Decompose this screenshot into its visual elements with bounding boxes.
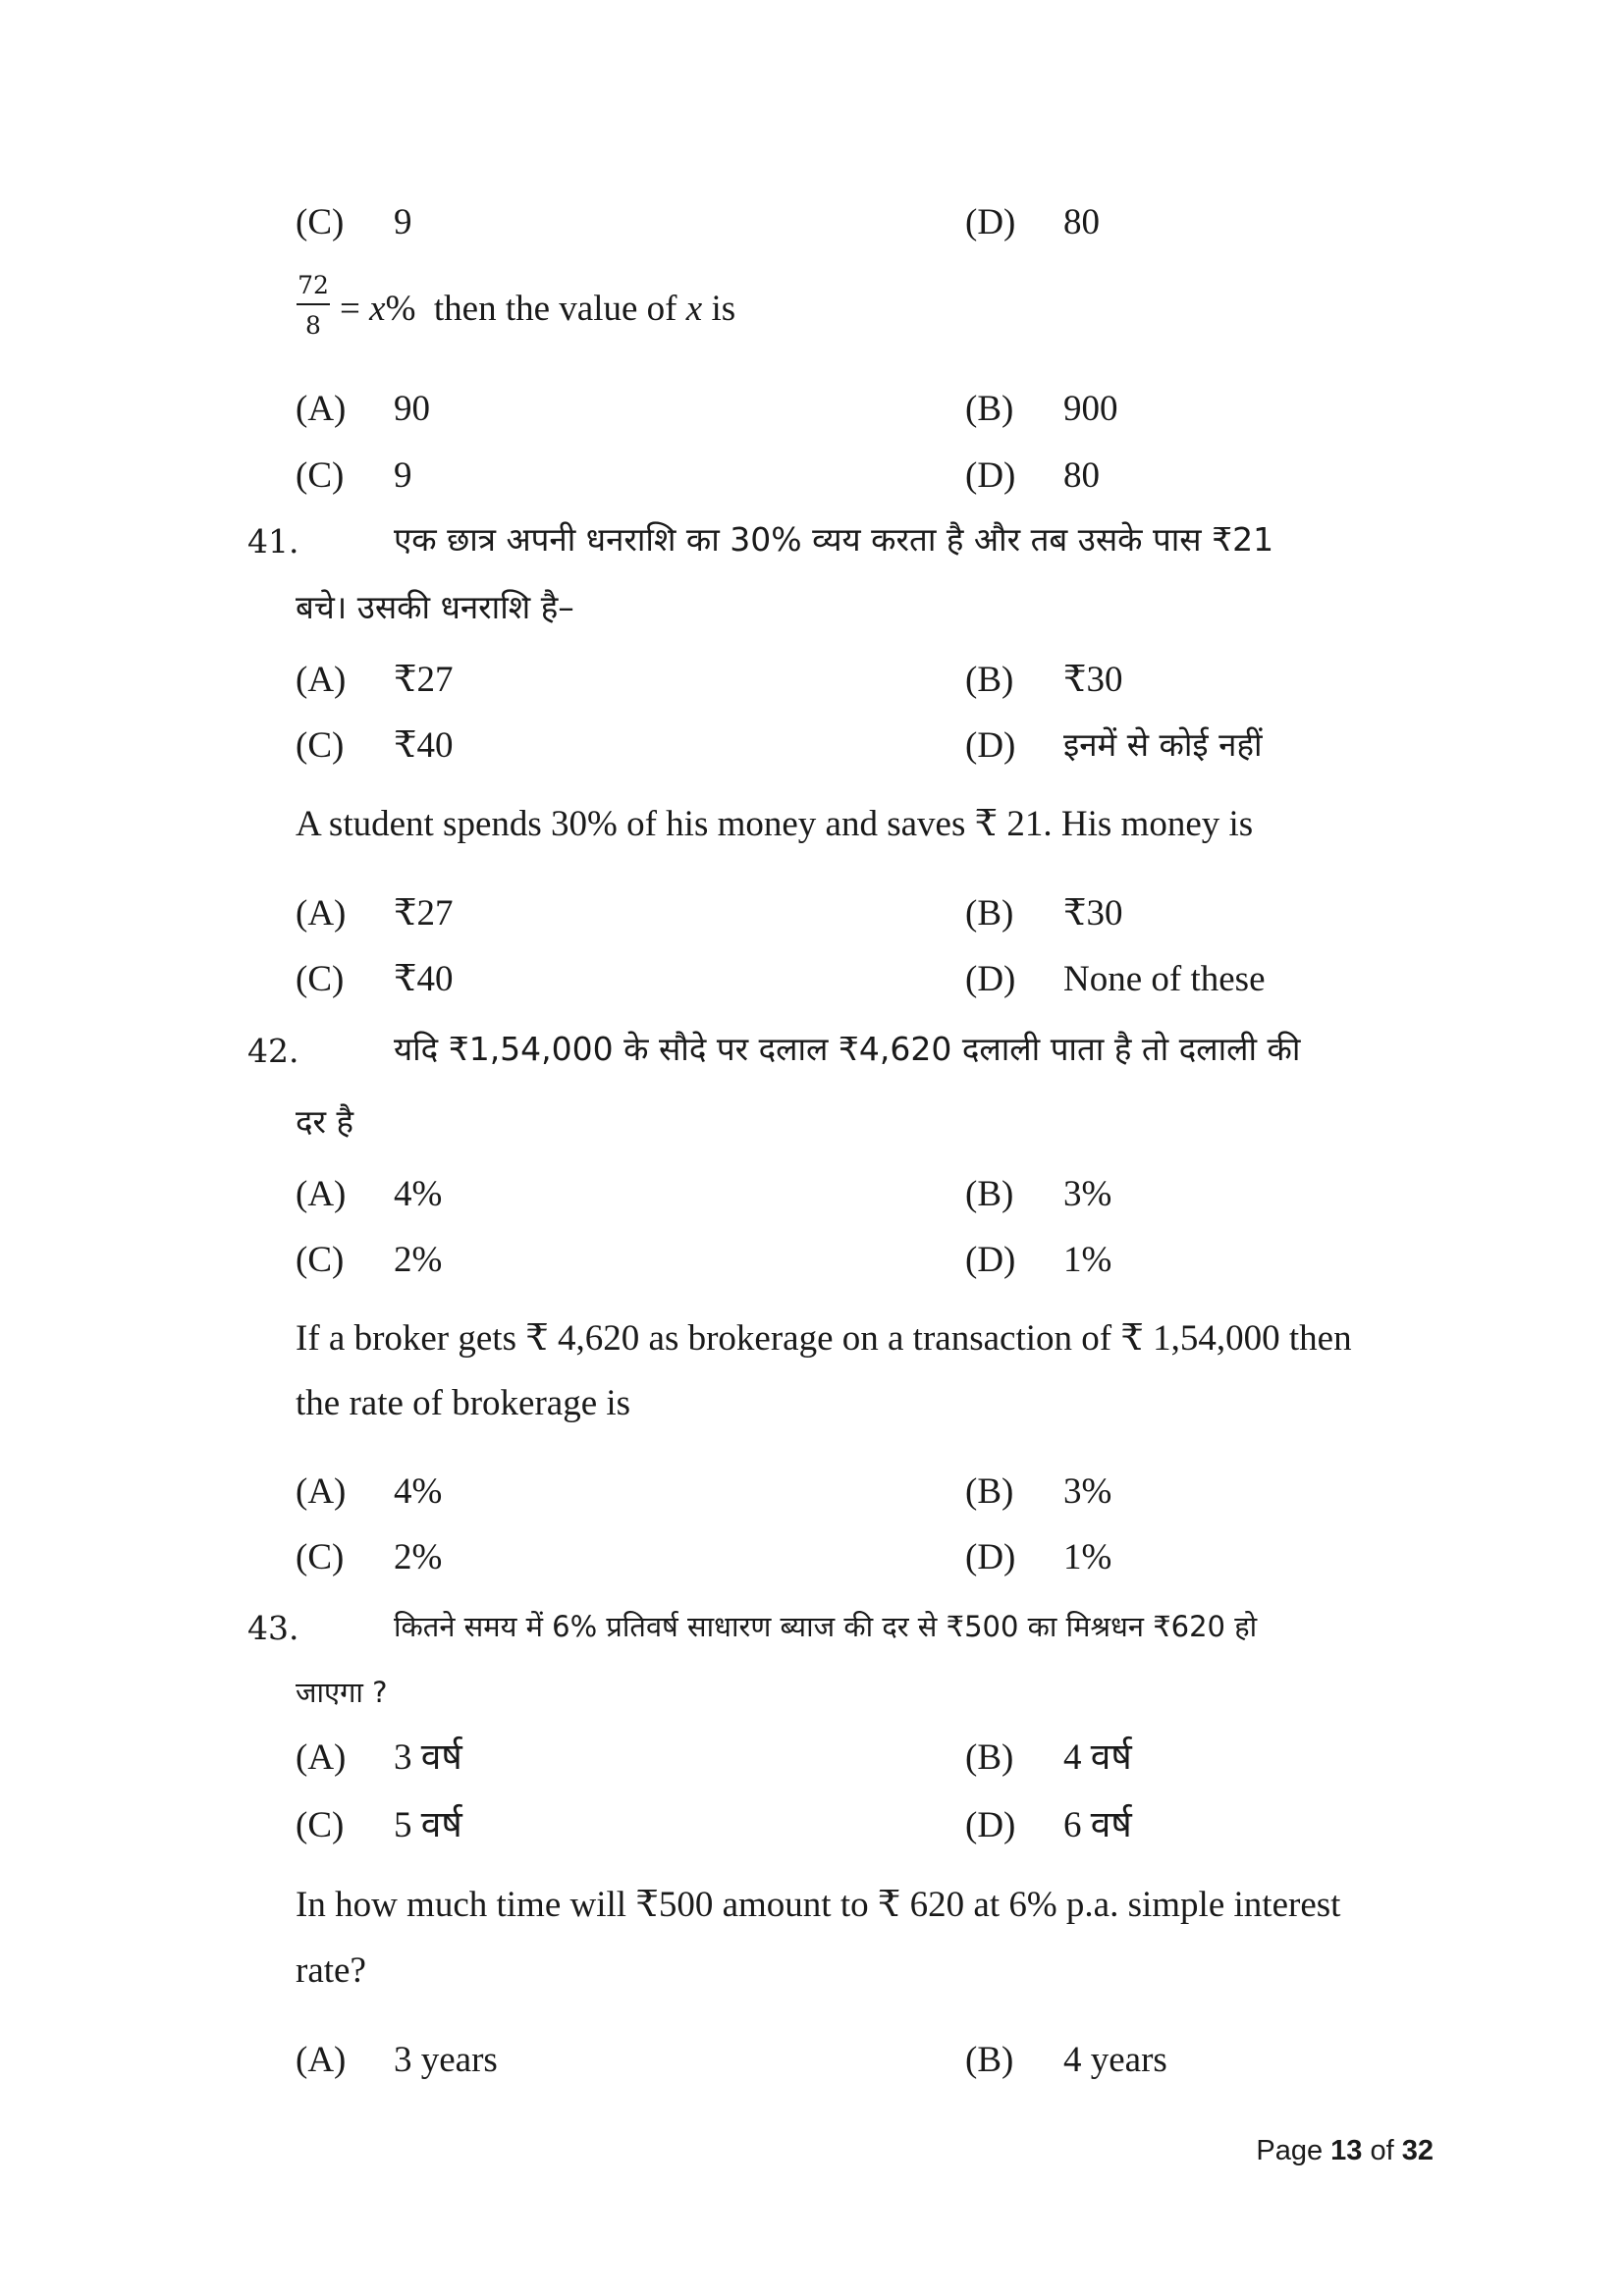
page-total: 32 (1401, 2135, 1434, 2166)
option-a-value: 90 (394, 389, 430, 429)
question-42-english-line2: the rate of brokerage is (296, 1383, 631, 1423)
fraction (297, 271, 330, 340)
question-text-mid: then the value of (433, 289, 677, 329)
option-c-label: (C) (296, 1537, 345, 1577)
option-c-label: (C) (296, 202, 345, 242)
option-d-label: (D) (965, 1805, 1016, 1845)
option-d-value: इनमें से कोई नहीं (1063, 725, 1263, 764)
option-b-value: ₹30 (1063, 893, 1123, 934)
question-number-43: 43. (247, 1609, 299, 1647)
option-b-label: (B) (965, 1174, 1014, 1214)
option-a-value: ₹27 (394, 893, 454, 934)
option-a-value: 3 years (394, 2040, 498, 2080)
option-d-label: (D) (965, 202, 1016, 242)
option-d-value: 80 (1063, 202, 1100, 242)
question-42-english-line1: If a broker gets ₹ 4,620 as brokerage on a transaction of ₹ 1,54,000 then (296, 1318, 1352, 1359)
option-b-value: 4 years (1063, 2040, 1167, 2080)
option-c-value: 9 (394, 202, 412, 242)
page-prefix: Page (1256, 2135, 1324, 2166)
option-a-label: (A) (296, 1737, 347, 1778)
question-number-42: 42. (247, 1032, 299, 1070)
page-of: of (1370, 2135, 1394, 2166)
option-b-value: 900 (1063, 389, 1118, 429)
option-d-label: (D) (965, 725, 1016, 766)
question-43-english-line1: In how much time will ₹500 amount to ₹ 620 at 6% p.a. simple interest (296, 1885, 1341, 1925)
option-a-label: (A) (296, 1471, 347, 1512)
option-a-value: ₹27 (394, 660, 454, 700)
page-current: 13 (1330, 2135, 1363, 2166)
option-a-label: (A) (296, 660, 347, 700)
question-43-english-line2: rate? (296, 1950, 366, 1991)
option-b-value: 4 वर्ष (1063, 1737, 1132, 1778)
question-43-hindi-line2: जाएगा ? (296, 1676, 388, 1709)
option-c-value: 2% (394, 1537, 443, 1577)
option-a-value: 3 वर्ष (394, 1737, 462, 1778)
option-c-label: (C) (296, 1240, 345, 1280)
question-42-hindi-line1: यदि ₹1,54,000 के सौदे पर दलाल ₹4,620 दलाली पाता है तो दलाली की (394, 1030, 1301, 1068)
option-c-value: 2% (394, 1240, 443, 1280)
option-b-value: 3% (1063, 1471, 1112, 1512)
option-c-label: (C) (296, 725, 345, 766)
option-b-value: 3% (1063, 1174, 1112, 1214)
question-41-hindi-line1: एक छात्र अपनी धनराशि का 30% व्यय करता है और तब उसके पास ₹21 (394, 520, 1274, 559)
question-40-en-text (340, 291, 735, 327)
option-d-value: None of these (1063, 959, 1266, 999)
equals-sign: = (340, 289, 360, 329)
option-a-value: 4% (394, 1471, 443, 1512)
option-b-label: (B) (965, 1737, 1014, 1778)
question-text-end: is (711, 289, 736, 329)
option-c-value: 5 वर्ष (394, 1805, 462, 1845)
option-b-label: (B) (965, 389, 1014, 429)
question-number-41: 41. (247, 522, 299, 561)
option-b-label: (B) (965, 893, 1014, 934)
question-43-hindi-line1: कितने समय में 6% प्रतिवर्ष साधारण ब्याज की दर से ₹500 का मिश्रधन ₹620 हो (394, 1610, 1258, 1643)
option-b-label: (B) (965, 660, 1014, 700)
percent-sign: % (385, 289, 416, 329)
fraction-numerator: 72 (297, 271, 330, 305)
option-b-label: (B) (965, 2040, 1014, 2080)
option-a-label: (A) (296, 2040, 347, 2080)
option-d-label: (D) (965, 1240, 1016, 1280)
option-c-label: (C) (296, 455, 345, 496)
page-footer (1256, 2135, 1434, 2167)
option-d-label: (D) (965, 959, 1016, 999)
question-41-english: A student spends 30% of his money and saves ₹ 21. His money is (296, 804, 1254, 844)
option-c-label: (C) (296, 1805, 345, 1845)
option-d-value: 1% (1063, 1537, 1112, 1577)
option-a-label: (A) (296, 1174, 347, 1214)
option-a-value: 4% (394, 1174, 443, 1214)
option-b-label: (B) (965, 1471, 1014, 1512)
option-c-value: ₹40 (394, 959, 454, 999)
option-a-label: (A) (296, 389, 347, 429)
question-41-hindi-line2: बचे। उसकी धनराशि है– (296, 588, 574, 626)
option-d-label: (D) (965, 455, 1016, 496)
option-d-label: (D) (965, 1537, 1016, 1577)
option-c-value: ₹40 (394, 725, 454, 766)
option-b-value: ₹30 (1063, 660, 1123, 700)
question-42-hindi-line2: दर है (296, 1102, 354, 1141)
option-d-value: 80 (1063, 455, 1100, 496)
fraction-denominator: 8 (305, 311, 321, 340)
option-a-label: (A) (296, 893, 347, 934)
option-c-value: 9 (394, 455, 412, 496)
option-d-value: 6 वर्ष (1063, 1805, 1132, 1845)
option-c-label: (C) (296, 959, 345, 999)
variable-x-2: x (685, 289, 703, 329)
option-d-value: 1% (1063, 1240, 1112, 1280)
variable-x: x (369, 289, 386, 329)
